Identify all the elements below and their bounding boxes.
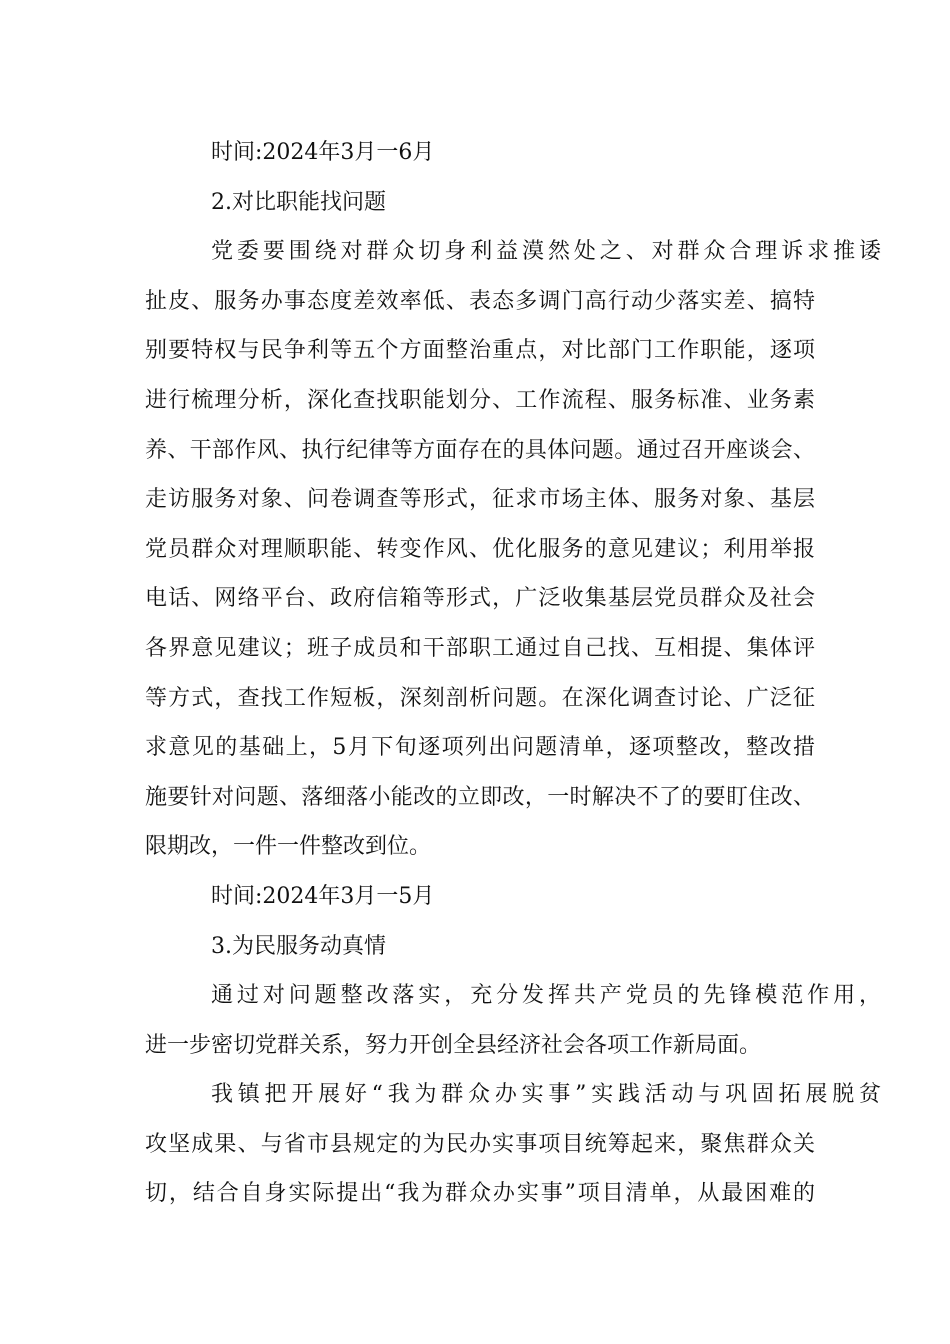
paragraph-problems: [145, 227, 881, 872]
paragraph-line: 施要针对问题、落细落小能改的立即改，一时解决不了的要盯住改、: [145, 784, 815, 810]
paragraph-line: 党员群众对理顺职能、转变作风、优化服务的意见建议；利用举报: [145, 536, 815, 562]
paragraph-line: 限期改，一件一件整改到位。: [145, 834, 432, 860]
section-heading-2: 2.对比职能找问题: [211, 189, 386, 215]
paragraph-line: 电话、网络平台、政府信箱等形式，广泛收集基层党员群众及社会: [145, 586, 815, 612]
paragraph-line: 进一步密切党群关系，努力开创全县经济社会各项工作新局面。: [145, 1032, 762, 1058]
paragraph-line: 切，结合自身实际提出“我为群众办实事”项目清单，从最困难的: [145, 1181, 815, 1207]
paragraph-line: 养、干部作风、执行纪律等方面存在的具体问题。通过召开座谈会、: [145, 437, 815, 463]
paragraph-line: 求意见的基础上，5月下旬逐项列出问题清单，逐项整改，整改措: [145, 735, 815, 761]
paragraph-line: 扯皮、服务办事态度差效率低、表态多调门高行动少落实差、搞特: [145, 288, 815, 314]
paragraph-line: 通过对问题整改落实，充分发挥共产党员的先锋模范作用，: [211, 983, 881, 1009]
document-body: [145, 128, 881, 1219]
paragraph-line: 党委要围绕对群众切身利益漠然处之、对群众合理诉求推诿: [211, 239, 881, 265]
paragraph-line: 走访服务对象、问卷调查等形式，征求市场主体、服务对象、基层: [145, 487, 815, 513]
paragraph-line: 进行梳理分析，深化查找职能划分、工作流程、服务标准、业务素: [145, 387, 815, 413]
paragraph-line: 等方式，查找工作短板，深刻剖析问题。在深化调查讨论、广泛征: [145, 685, 815, 711]
paragraph-practice: [145, 1070, 881, 1219]
section-heading-3: 3.为民服务动真情: [211, 933, 386, 959]
paragraph-line: 各界意见建议；班子成员和干部职工通过自己找、互相提、集体评: [145, 635, 815, 661]
paragraph-line: 别要特权与民争利等五个方面整治重点，对比部门工作职能，逐项: [145, 338, 815, 364]
paragraph-line: 攻坚成果、与省市县规定的为民办实事项目统筹起来，聚焦群众关: [145, 1131, 815, 1157]
time-line-1: 时间:2024年3月一6月: [211, 140, 435, 165]
time-line-2: 时间:2024年3月一5月: [211, 883, 435, 909]
paragraph-rectification: [145, 971, 881, 1070]
paragraph-line: 我镇把开展好“我为群众办实事”实践活动与巩固拓展脱贫: [211, 1082, 881, 1108]
